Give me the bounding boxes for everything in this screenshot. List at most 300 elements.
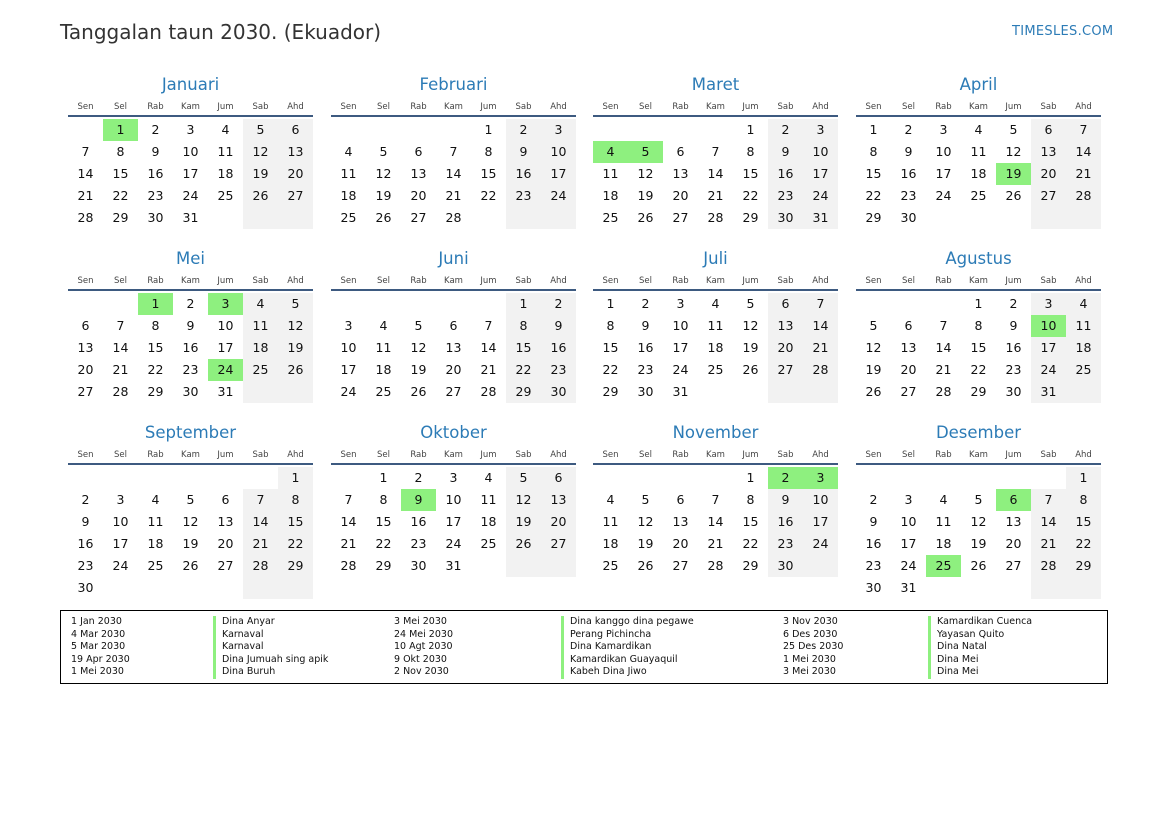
day-cell[interactable]: 19 bbox=[375, 188, 392, 203]
day-cell[interactable]: 24 bbox=[900, 558, 917, 573]
day-cell[interactable]: 5 bbox=[641, 492, 650, 507]
day-cell[interactable]: 19 bbox=[637, 188, 654, 203]
day-cell[interactable]: 19 bbox=[506, 511, 541, 533]
day-cell[interactable]: 19 bbox=[742, 340, 759, 355]
day-cell[interactable]: 21 bbox=[1066, 163, 1101, 185]
day-cell[interactable]: 10 bbox=[340, 340, 357, 355]
day-cell[interactable]: 30 bbox=[77, 580, 94, 595]
day-cell[interactable]: 6 bbox=[768, 293, 803, 315]
day-cell[interactable]: 2 bbox=[768, 119, 803, 141]
day-cell[interactable]: 30 bbox=[768, 207, 803, 229]
day-cell[interactable]: 4 bbox=[593, 141, 628, 163]
day-cell[interactable]: 3 bbox=[803, 119, 838, 141]
day-cell[interactable]: 15 bbox=[506, 337, 541, 359]
day-cell[interactable]: 23 bbox=[900, 188, 917, 203]
day-cell[interactable]: 20 bbox=[77, 362, 94, 377]
day-cell[interactable]: 9 bbox=[81, 514, 90, 529]
day-cell[interactable]: 23 bbox=[506, 185, 541, 207]
day-cell[interactable]: 12 bbox=[410, 340, 427, 355]
day-cell[interactable]: 4 bbox=[379, 318, 388, 333]
day-cell[interactable]: 5 bbox=[186, 492, 195, 507]
day-cell[interactable]: 27 bbox=[278, 185, 313, 207]
day-cell[interactable]: 14 bbox=[707, 514, 724, 529]
day-cell[interactable]: 28 bbox=[340, 558, 357, 573]
day-cell[interactable]: 29 bbox=[742, 210, 759, 225]
day-cell[interactable]: 30 bbox=[1005, 384, 1022, 399]
day-cell[interactable]: 27 bbox=[217, 558, 234, 573]
day-cell[interactable]: 29 bbox=[147, 384, 164, 399]
day-cell[interactable]: 10 bbox=[445, 492, 462, 507]
day-cell[interactable]: 25 bbox=[707, 362, 724, 377]
day-cell[interactable]: 24 bbox=[803, 185, 838, 207]
day-cell[interactable]: 22 bbox=[506, 359, 541, 381]
day-cell[interactable]: 13 bbox=[768, 315, 803, 337]
day-cell[interactable]: 14 bbox=[803, 315, 838, 337]
day-cell[interactable]: 2 bbox=[414, 470, 423, 485]
day-cell[interactable]: 20 bbox=[768, 337, 803, 359]
day-cell[interactable]: 8 bbox=[1066, 489, 1101, 511]
day-cell[interactable]: 22 bbox=[480, 188, 497, 203]
day-cell[interactable]: 1 bbox=[606, 296, 615, 311]
day-cell[interactable]: 13 bbox=[672, 514, 689, 529]
day-cell[interactable]: 18 bbox=[147, 536, 164, 551]
day-cell[interactable]: 2 bbox=[1009, 296, 1018, 311]
day-cell[interactable]: 4 bbox=[939, 492, 948, 507]
day-cell[interactable]: 29 bbox=[1066, 555, 1101, 577]
day-cell[interactable]: 13 bbox=[672, 166, 689, 181]
day-cell[interactable]: 12 bbox=[1005, 144, 1022, 159]
day-cell[interactable]: 28 bbox=[77, 210, 94, 225]
day-cell[interactable]: 9 bbox=[1009, 318, 1018, 333]
day-cell[interactable]: 15 bbox=[742, 514, 759, 529]
day-cell[interactable]: 2 bbox=[869, 492, 878, 507]
day-cell[interactable]: 26 bbox=[278, 359, 313, 381]
day-cell[interactable]: 11 bbox=[935, 514, 952, 529]
day-cell[interactable]: 21 bbox=[340, 536, 357, 551]
day-cell[interactable]: 27 bbox=[768, 359, 803, 381]
day-cell[interactable]: 11 bbox=[147, 514, 164, 529]
day-cell[interactable]: 18 bbox=[375, 362, 392, 377]
day-cell[interactable]: 27 bbox=[445, 384, 462, 399]
day-cell[interactable]: 4 bbox=[606, 492, 615, 507]
day-cell[interactable]: 17 bbox=[935, 166, 952, 181]
day-cell[interactable]: 1 bbox=[138, 293, 173, 315]
day-cell[interactable]: 17 bbox=[340, 362, 357, 377]
day-cell[interactable]: 3 bbox=[208, 293, 243, 315]
day-cell[interactable]: 28 bbox=[707, 558, 724, 573]
day-cell[interactable]: 15 bbox=[375, 514, 392, 529]
day-cell[interactable]: 12 bbox=[506, 489, 541, 511]
day-cell[interactable]: 27 bbox=[410, 210, 427, 225]
day-cell[interactable]: 21 bbox=[707, 536, 724, 551]
day-cell[interactable]: 3 bbox=[939, 122, 948, 137]
day-cell[interactable]: 24 bbox=[935, 188, 952, 203]
day-cell[interactable]: 22 bbox=[375, 536, 392, 551]
day-cell[interactable]: 19 bbox=[970, 536, 987, 551]
day-cell[interactable]: 14 bbox=[1066, 141, 1101, 163]
day-cell[interactable]: 21 bbox=[243, 533, 278, 555]
day-cell[interactable]: 11 bbox=[602, 514, 619, 529]
day-cell[interactable]: 6 bbox=[541, 467, 576, 489]
day-cell[interactable]: 26 bbox=[1005, 188, 1022, 203]
day-cell[interactable]: 14 bbox=[935, 340, 952, 355]
day-cell[interactable]: 29 bbox=[970, 384, 987, 399]
day-cell[interactable]: 16 bbox=[900, 166, 917, 181]
day-cell[interactable]: 7 bbox=[484, 318, 493, 333]
day-cell[interactable]: 18 bbox=[602, 188, 619, 203]
day-cell[interactable]: 6 bbox=[81, 318, 90, 333]
day-cell[interactable]: 12 bbox=[970, 514, 987, 529]
day-cell[interactable]: 1 bbox=[278, 467, 313, 489]
day-cell[interactable]: 30 bbox=[768, 555, 803, 577]
day-cell[interactable]: 26 bbox=[865, 384, 882, 399]
day-cell[interactable]: 28 bbox=[1066, 185, 1101, 207]
day-cell[interactable]: 28 bbox=[707, 210, 724, 225]
day-cell[interactable]: 12 bbox=[278, 315, 313, 337]
day-cell[interactable]: 25 bbox=[217, 188, 234, 203]
day-cell[interactable]: 14 bbox=[480, 340, 497, 355]
day-cell[interactable]: 10 bbox=[217, 318, 234, 333]
day-cell[interactable]: 13 bbox=[1031, 141, 1066, 163]
day-cell[interactable]: 16 bbox=[1005, 340, 1022, 355]
day-cell[interactable]: 8 bbox=[606, 318, 615, 333]
day-cell[interactable]: 8 bbox=[379, 492, 388, 507]
day-cell[interactable]: 2 bbox=[186, 296, 195, 311]
day-cell[interactable]: 24 bbox=[672, 362, 689, 377]
day-cell[interactable]: 31 bbox=[445, 558, 462, 573]
day-cell[interactable]: 13 bbox=[445, 340, 462, 355]
day-cell[interactable]: 16 bbox=[541, 337, 576, 359]
day-cell[interactable]: 30 bbox=[637, 384, 654, 399]
day-cell[interactable]: 15 bbox=[602, 340, 619, 355]
day-cell[interactable]: 8 bbox=[974, 318, 983, 333]
day-cell[interactable]: 26 bbox=[637, 558, 654, 573]
day-cell[interactable]: 20 bbox=[278, 163, 313, 185]
day-cell[interactable]: 9 bbox=[904, 144, 913, 159]
day-cell[interactable]: 6 bbox=[278, 119, 313, 141]
day-cell[interactable]: 1 bbox=[103, 119, 138, 141]
day-cell[interactable]: 8 bbox=[116, 144, 125, 159]
day-cell[interactable]: 5 bbox=[974, 492, 983, 507]
day-cell[interactable]: 1 bbox=[484, 122, 493, 137]
day-cell[interactable]: 9 bbox=[768, 141, 803, 163]
day-cell[interactable]: 9 bbox=[401, 489, 436, 511]
day-cell[interactable]: 31 bbox=[1031, 381, 1066, 403]
day-cell[interactable]: 3 bbox=[676, 296, 685, 311]
day-cell[interactable]: 24 bbox=[1031, 359, 1066, 381]
day-cell[interactable]: 24 bbox=[182, 188, 199, 203]
day-cell[interactable]: 18 bbox=[935, 536, 952, 551]
day-cell[interactable]: 7 bbox=[449, 144, 458, 159]
day-cell[interactable]: 25 bbox=[1066, 359, 1101, 381]
day-cell[interactable]: 24 bbox=[208, 359, 243, 381]
day-cell[interactable]: 16 bbox=[768, 511, 803, 533]
day-cell[interactable]: 30 bbox=[541, 381, 576, 403]
day-cell[interactable]: 3 bbox=[449, 470, 458, 485]
day-cell[interactable]: 21 bbox=[112, 362, 129, 377]
day-cell[interactable]: 24 bbox=[541, 185, 576, 207]
day-cell[interactable]: 30 bbox=[865, 580, 882, 595]
day-cell[interactable]: 21 bbox=[803, 337, 838, 359]
day-cell[interactable]: 22 bbox=[970, 362, 987, 377]
day-cell[interactable]: 10 bbox=[541, 141, 576, 163]
day-cell[interactable]: 5 bbox=[414, 318, 423, 333]
day-cell[interactable]: 11 bbox=[602, 166, 619, 181]
day-cell[interactable]: 14 bbox=[707, 166, 724, 181]
day-cell[interactable]: 21 bbox=[1031, 533, 1066, 555]
day-cell[interactable]: 24 bbox=[340, 384, 357, 399]
day-cell[interactable]: 16 bbox=[77, 536, 94, 551]
day-cell[interactable]: 26 bbox=[506, 533, 541, 555]
day-cell[interactable]: 26 bbox=[970, 558, 987, 573]
day-cell[interactable]: 4 bbox=[243, 293, 278, 315]
day-cell[interactable]: 18 bbox=[217, 166, 234, 181]
day-cell[interactable]: 24 bbox=[445, 536, 462, 551]
day-cell[interactable]: 31 bbox=[217, 384, 234, 399]
day-cell[interactable]: 25 bbox=[926, 555, 961, 577]
day-cell[interactable]: 4 bbox=[711, 296, 720, 311]
day-cell[interactable]: 10 bbox=[803, 141, 838, 163]
day-cell[interactable]: 12 bbox=[865, 340, 882, 355]
day-cell[interactable]: 15 bbox=[147, 340, 164, 355]
day-cell[interactable]: 5 bbox=[243, 119, 278, 141]
day-cell[interactable]: 31 bbox=[182, 210, 199, 225]
day-cell[interactable]: 8 bbox=[484, 144, 493, 159]
day-cell[interactable]: 2 bbox=[541, 293, 576, 315]
day-cell[interactable]: 27 bbox=[77, 384, 94, 399]
day-cell[interactable]: 7 bbox=[116, 318, 125, 333]
day-cell[interactable]: 26 bbox=[742, 362, 759, 377]
day-cell[interactable]: 6 bbox=[414, 144, 423, 159]
day-cell[interactable]: 2 bbox=[151, 122, 160, 137]
day-cell[interactable]: 10 bbox=[1031, 315, 1066, 337]
day-cell[interactable]: 29 bbox=[602, 384, 619, 399]
day-cell[interactable]: 2 bbox=[81, 492, 90, 507]
day-cell[interactable]: 23 bbox=[541, 359, 576, 381]
day-cell[interactable]: 28 bbox=[935, 384, 952, 399]
day-cell[interactable]: 21 bbox=[935, 362, 952, 377]
day-cell[interactable]: 23 bbox=[768, 533, 803, 555]
day-cell[interactable]: 14 bbox=[340, 514, 357, 529]
day-cell[interactable]: 3 bbox=[904, 492, 913, 507]
day-cell[interactable]: 17 bbox=[541, 163, 576, 185]
day-cell[interactable]: 25 bbox=[970, 188, 987, 203]
day-cell[interactable]: 25 bbox=[243, 359, 278, 381]
day-cell[interactable]: 6 bbox=[676, 144, 685, 159]
day-cell[interactable]: 14 bbox=[112, 340, 129, 355]
day-cell[interactable]: 28 bbox=[445, 210, 462, 225]
day-cell[interactable]: 8 bbox=[151, 318, 160, 333]
day-cell[interactable]: 23 bbox=[77, 558, 94, 573]
day-cell[interactable]: 2 bbox=[768, 467, 803, 489]
day-cell[interactable]: 23 bbox=[1005, 362, 1022, 377]
day-cell[interactable]: 22 bbox=[1066, 533, 1101, 555]
day-cell[interactable]: 13 bbox=[900, 340, 917, 355]
day-cell[interactable]: 5 bbox=[628, 141, 663, 163]
day-cell[interactable]: 28 bbox=[1031, 555, 1066, 577]
day-cell[interactable]: 6 bbox=[1031, 119, 1066, 141]
day-cell[interactable]: 29 bbox=[375, 558, 392, 573]
day-cell[interactable]: 15 bbox=[742, 166, 759, 181]
day-cell[interactable]: 9 bbox=[186, 318, 195, 333]
day-cell[interactable]: 10 bbox=[900, 514, 917, 529]
day-cell[interactable]: 28 bbox=[480, 384, 497, 399]
day-cell[interactable]: 1 bbox=[1066, 467, 1101, 489]
day-cell[interactable]: 3 bbox=[1031, 293, 1066, 315]
day-cell[interactable]: 16 bbox=[182, 340, 199, 355]
day-cell[interactable]: 15 bbox=[480, 166, 497, 181]
day-cell[interactable]: 13 bbox=[541, 489, 576, 511]
day-cell[interactable]: 23 bbox=[768, 185, 803, 207]
day-cell[interactable]: 17 bbox=[112, 536, 129, 551]
day-cell[interactable]: 20 bbox=[900, 362, 917, 377]
day-cell[interactable]: 1 bbox=[974, 296, 983, 311]
day-cell[interactable]: 16 bbox=[768, 163, 803, 185]
day-cell[interactable]: 1 bbox=[746, 122, 755, 137]
day-cell[interactable]: 4 bbox=[1066, 293, 1101, 315]
day-cell[interactable]: 18 bbox=[480, 514, 497, 529]
day-cell[interactable]: 25 bbox=[375, 384, 392, 399]
day-cell[interactable]: 19 bbox=[996, 163, 1031, 185]
day-cell[interactable]: 7 bbox=[1066, 119, 1101, 141]
day-cell[interactable]: 9 bbox=[641, 318, 650, 333]
day-cell[interactable]: 10 bbox=[935, 144, 952, 159]
day-cell[interactable]: 8 bbox=[869, 144, 878, 159]
day-cell[interactable]: 23 bbox=[147, 188, 164, 203]
day-cell[interactable]: 12 bbox=[637, 166, 654, 181]
day-cell[interactable]: 19 bbox=[243, 163, 278, 185]
day-cell[interactable]: 11 bbox=[707, 318, 724, 333]
day-cell[interactable]: 27 bbox=[672, 210, 689, 225]
day-cell[interactable]: 25 bbox=[602, 558, 619, 573]
day-cell[interactable]: 28 bbox=[112, 384, 129, 399]
day-cell[interactable]: 5 bbox=[379, 144, 388, 159]
day-cell[interactable]: 17 bbox=[1031, 337, 1066, 359]
day-cell[interactable]: 4 bbox=[344, 144, 353, 159]
day-cell[interactable]: 18 bbox=[243, 337, 278, 359]
day-cell[interactable]: 3 bbox=[116, 492, 125, 507]
day-cell[interactable]: 10 bbox=[112, 514, 129, 529]
day-cell[interactable]: 30 bbox=[182, 384, 199, 399]
day-cell[interactable]: 5 bbox=[506, 467, 541, 489]
day-cell[interactable]: 17 bbox=[900, 536, 917, 551]
day-cell[interactable]: 4 bbox=[221, 122, 230, 137]
day-cell[interactable]: 31 bbox=[672, 384, 689, 399]
day-cell[interactable]: 13 bbox=[77, 340, 94, 355]
day-cell[interactable]: 17 bbox=[217, 340, 234, 355]
day-cell[interactable]: 13 bbox=[1005, 514, 1022, 529]
day-cell[interactable]: 27 bbox=[1005, 558, 1022, 573]
day-cell[interactable]: 10 bbox=[803, 489, 838, 511]
day-cell[interactable]: 24 bbox=[803, 533, 838, 555]
day-cell[interactable]: 5 bbox=[746, 296, 755, 311]
day-cell[interactable]: 4 bbox=[974, 122, 983, 137]
day-cell[interactable]: 17 bbox=[672, 340, 689, 355]
day-cell[interactable]: 26 bbox=[410, 384, 427, 399]
day-cell[interactable]: 30 bbox=[147, 210, 164, 225]
day-cell[interactable]: 17 bbox=[182, 166, 199, 181]
day-cell[interactable]: 10 bbox=[672, 318, 689, 333]
day-cell[interactable]: 9 bbox=[768, 489, 803, 511]
day-cell[interactable]: 7 bbox=[803, 293, 838, 315]
day-cell[interactable]: 26 bbox=[182, 558, 199, 573]
day-cell[interactable]: 21 bbox=[707, 188, 724, 203]
day-cell[interactable]: 31 bbox=[803, 207, 838, 229]
day-cell[interactable]: 10 bbox=[182, 144, 199, 159]
day-cell[interactable]: 11 bbox=[480, 492, 497, 507]
day-cell[interactable]: 18 bbox=[970, 166, 987, 181]
day-cell[interactable]: 25 bbox=[340, 210, 357, 225]
day-cell[interactable]: 11 bbox=[243, 315, 278, 337]
day-cell[interactable]: 19 bbox=[410, 362, 427, 377]
day-cell[interactable]: 20 bbox=[217, 536, 234, 551]
day-cell[interactable]: 21 bbox=[480, 362, 497, 377]
day-cell[interactable]: 6 bbox=[996, 489, 1031, 511]
day-cell[interactable]: 27 bbox=[672, 558, 689, 573]
day-cell[interactable]: 14 bbox=[445, 166, 462, 181]
day-cell[interactable]: 19 bbox=[278, 337, 313, 359]
day-cell[interactable]: 12 bbox=[375, 166, 392, 181]
day-cell[interactable]: 14 bbox=[77, 166, 94, 181]
day-cell[interactable]: 26 bbox=[243, 185, 278, 207]
day-cell[interactable]: 28 bbox=[243, 555, 278, 577]
day-cell[interactable]: 3 bbox=[541, 119, 576, 141]
day-cell[interactable]: 3 bbox=[344, 318, 353, 333]
day-cell[interactable]: 9 bbox=[151, 144, 160, 159]
day-cell[interactable]: 16 bbox=[506, 163, 541, 185]
day-cell[interactable]: 8 bbox=[506, 315, 541, 337]
day-cell[interactable]: 22 bbox=[112, 188, 129, 203]
day-cell[interactable]: 20 bbox=[672, 536, 689, 551]
day-cell[interactable]: 21 bbox=[445, 188, 462, 203]
day-cell[interactable]: 9 bbox=[541, 315, 576, 337]
day-cell[interactable]: 18 bbox=[340, 188, 357, 203]
day-cell[interactable]: 23 bbox=[865, 558, 882, 573]
day-cell[interactable]: 23 bbox=[410, 536, 427, 551]
day-cell[interactable]: 5 bbox=[1009, 122, 1018, 137]
day-cell[interactable]: 7 bbox=[711, 144, 720, 159]
day-cell[interactable]: 27 bbox=[900, 384, 917, 399]
day-cell[interactable]: 22 bbox=[147, 362, 164, 377]
day-cell[interactable]: 16 bbox=[637, 340, 654, 355]
day-cell[interactable]: 6 bbox=[904, 318, 913, 333]
day-cell[interactable]: 3 bbox=[186, 122, 195, 137]
day-cell[interactable]: 19 bbox=[865, 362, 882, 377]
day-cell[interactable]: 11 bbox=[375, 340, 392, 355]
day-cell[interactable]: 22 bbox=[278, 533, 313, 555]
day-cell[interactable]: 22 bbox=[742, 188, 759, 203]
day-cell[interactable]: 18 bbox=[602, 536, 619, 551]
day-cell[interactable]: 20 bbox=[541, 511, 576, 533]
day-cell[interactable]: 2 bbox=[506, 119, 541, 141]
day-cell[interactable]: 25 bbox=[480, 536, 497, 551]
day-cell[interactable]: 27 bbox=[541, 533, 576, 555]
day-cell[interactable]: 17 bbox=[445, 514, 462, 529]
day-cell[interactable]: 6 bbox=[449, 318, 458, 333]
day-cell[interactable]: 30 bbox=[410, 558, 427, 573]
day-cell[interactable]: 22 bbox=[865, 188, 882, 203]
day-cell[interactable]: 11 bbox=[217, 144, 234, 159]
day-cell[interactable]: 7 bbox=[939, 318, 948, 333]
day-cell[interactable]: 20 bbox=[672, 188, 689, 203]
day-cell[interactable]: 7 bbox=[1031, 489, 1066, 511]
day-cell[interactable]: 7 bbox=[81, 144, 90, 159]
day-cell[interactable]: 22 bbox=[742, 536, 759, 551]
day-cell[interactable]: 16 bbox=[410, 514, 427, 529]
day-cell[interactable]: 15 bbox=[865, 166, 882, 181]
brand-link[interactable]: TIMESLES.COM bbox=[1012, 24, 1114, 39]
day-cell[interactable]: 27 bbox=[1031, 185, 1066, 207]
